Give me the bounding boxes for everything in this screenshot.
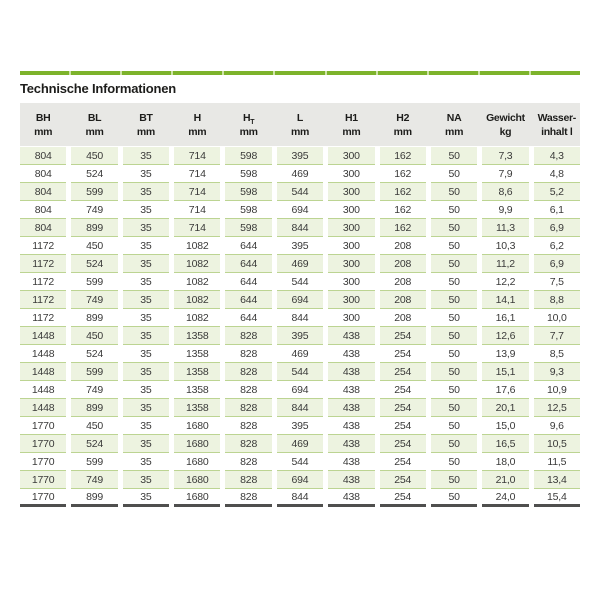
column-header-label: H [193, 111, 201, 124]
cell-gewicht: 20,1 [482, 399, 528, 417]
cell-gewicht: 17,6 [482, 381, 528, 399]
cell-l: 844 [277, 489, 323, 507]
cell-na: 50 [431, 435, 477, 453]
cell-na: 50 [431, 381, 477, 399]
accent-bar-segment [20, 71, 69, 75]
cell-ht: 644 [225, 291, 271, 309]
table-row [20, 381, 580, 399]
accent-bar-segment [173, 71, 222, 75]
cell-gewicht: 9,9 [482, 201, 528, 219]
cell-bl: 599 [71, 363, 117, 381]
cell-bt: 35 [123, 309, 169, 327]
cell-bt: 35 [123, 273, 169, 291]
cell-bl: 450 [71, 147, 117, 165]
cell-h: 714 [174, 165, 220, 183]
cell-h1: 300 [328, 255, 374, 273]
cell-wasserinhalt: 8,5 [534, 345, 580, 363]
cell-gewicht: 18,0 [482, 453, 528, 471]
cell-ht: 828 [225, 399, 271, 417]
cell-bl: 899 [71, 489, 117, 507]
cell-h1: 300 [328, 183, 374, 201]
cell-h1: 300 [328, 273, 374, 291]
cell-wasserinhalt: 7,5 [534, 273, 580, 291]
cell-bt: 35 [123, 183, 169, 201]
cell-h2: 208 [380, 237, 426, 255]
cell-bh: 1770 [20, 417, 66, 435]
cell-bt: 35 [123, 471, 169, 489]
cell-bh: 1770 [20, 435, 66, 453]
cell-ht: 598 [225, 183, 271, 201]
column-header-label: BL [87, 111, 102, 124]
column-header-h [174, 111, 220, 139]
column-header-unit: mm [34, 125, 53, 138]
cell-ht: 598 [225, 219, 271, 237]
cell-l: 694 [277, 381, 323, 399]
cell-wasserinhalt: 6,9 [534, 219, 580, 237]
cell-h1: 300 [328, 147, 374, 165]
table-row [20, 219, 580, 237]
column-header-label: H2 [396, 111, 410, 124]
cell-h: 714 [174, 147, 220, 165]
column-header-label: NA [446, 111, 462, 124]
cell-h2: 254 [380, 453, 426, 471]
cell-na: 50 [431, 273, 477, 291]
cell-na: 50 [431, 183, 477, 201]
table-row [20, 237, 580, 255]
cell-l: 694 [277, 291, 323, 309]
technical-info-section [20, 71, 580, 507]
table-row [20, 435, 580, 453]
column-header-bh [20, 111, 66, 139]
cell-h2: 208 [380, 309, 426, 327]
cell-wasserinhalt: 6,1 [534, 201, 580, 219]
cell-bh: 1172 [20, 273, 66, 291]
column-header-label: Gewicht [486, 111, 525, 124]
cell-h1: 438 [328, 363, 374, 381]
accent-bar-segment [378, 71, 427, 75]
cell-wasserinhalt: 11,5 [534, 453, 580, 471]
cell-h2: 254 [380, 471, 426, 489]
cell-ht: 828 [225, 435, 271, 453]
cell-h2: 254 [380, 489, 426, 507]
table-row [20, 471, 580, 489]
cell-h: 1358 [174, 381, 220, 399]
cell-bh: 1172 [20, 255, 66, 273]
column-header-h1 [328, 111, 374, 139]
table-row [20, 309, 580, 327]
cell-h: 1358 [174, 327, 220, 345]
column-header-unit: mm [342, 125, 361, 138]
cell-l: 694 [277, 471, 323, 489]
cell-bt: 35 [123, 399, 169, 417]
table-row [20, 327, 580, 345]
cell-gewicht: 15,1 [482, 363, 528, 381]
cell-h2: 162 [380, 147, 426, 165]
column-header-ht [225, 111, 271, 139]
cell-h1: 438 [328, 381, 374, 399]
accent-bar-segment [429, 71, 478, 75]
cell-h1: 438 [328, 399, 374, 417]
cell-h2: 208 [380, 273, 426, 291]
table-row [20, 291, 580, 309]
cell-wasserinhalt: 8,8 [534, 291, 580, 309]
cell-gewicht: 16,1 [482, 309, 528, 327]
cell-na: 50 [431, 291, 477, 309]
cell-h2: 254 [380, 345, 426, 363]
cell-h: 1358 [174, 345, 220, 363]
cell-h2: 254 [380, 417, 426, 435]
cell-na: 50 [431, 165, 477, 183]
cell-na: 50 [431, 345, 477, 363]
column-header-unit: mm [393, 125, 412, 138]
cell-l: 469 [277, 165, 323, 183]
cell-h1: 300 [328, 237, 374, 255]
cell-na: 50 [431, 399, 477, 417]
cell-ht: 598 [225, 147, 271, 165]
table-row [20, 147, 580, 165]
cell-wasserinhalt: 12,5 [534, 399, 580, 417]
column-header-label: $H_T$ [242, 111, 255, 126]
accent-bar-segment [327, 71, 376, 75]
cell-wasserinhalt: 13,4 [534, 471, 580, 489]
cell-l: 544 [277, 273, 323, 291]
cell-bt: 35 [123, 201, 169, 219]
technical-table [20, 103, 580, 507]
cell-l: 694 [277, 201, 323, 219]
cell-bt: 35 [123, 219, 169, 237]
cell-h1: 438 [328, 327, 374, 345]
cell-bh: 1770 [20, 471, 66, 489]
cell-h2: 162 [380, 219, 426, 237]
cell-h: 1358 [174, 399, 220, 417]
cell-bl: 899 [71, 219, 117, 237]
table-row [20, 399, 580, 417]
cell-bt: 35 [123, 165, 169, 183]
cell-gewicht: 13,9 [482, 345, 528, 363]
column-header-wasserinhalt [534, 111, 580, 139]
cell-bt: 35 [123, 327, 169, 345]
column-header-label: Wasser- [537, 111, 576, 124]
cell-h1: 300 [328, 165, 374, 183]
cell-ht: 598 [225, 201, 271, 219]
table-body [20, 147, 580, 507]
cell-bt: 35 [123, 255, 169, 273]
cell-na: 50 [431, 363, 477, 381]
accent-bar-segment [71, 71, 120, 75]
cell-na: 50 [431, 309, 477, 327]
cell-h1: 300 [328, 291, 374, 309]
column-header-h2 [380, 111, 426, 139]
cell-h1: 300 [328, 201, 374, 219]
cell-h1: 438 [328, 489, 374, 507]
cell-ht: 828 [225, 417, 271, 435]
cell-gewicht: 15,0 [482, 417, 528, 435]
cell-bl: 599 [71, 183, 117, 201]
cell-l: 544 [277, 363, 323, 381]
column-header-gewicht [482, 111, 528, 139]
cell-h2: 254 [380, 381, 426, 399]
cell-wasserinhalt: 15,4 [534, 489, 580, 507]
column-header-unit: mm [136, 125, 155, 138]
cell-na: 50 [431, 471, 477, 489]
cell-gewicht: 7,9 [482, 165, 528, 183]
table-row [20, 489, 580, 507]
cell-h1: 300 [328, 219, 374, 237]
cell-h: 1680 [174, 417, 220, 435]
cell-ht: 828 [225, 471, 271, 489]
cell-h2: 162 [380, 183, 426, 201]
cell-na: 50 [431, 453, 477, 471]
cell-gewicht: 8,6 [482, 183, 528, 201]
accent-bar-segment [531, 71, 580, 75]
cell-bh: 1448 [20, 381, 66, 399]
table-row [20, 363, 580, 381]
cell-h: 1082 [174, 237, 220, 255]
cell-wasserinhalt: 6,9 [534, 255, 580, 273]
cell-na: 50 [431, 327, 477, 345]
cell-gewicht: 21,0 [482, 471, 528, 489]
cell-bl: 599 [71, 273, 117, 291]
column-header-bt [123, 111, 169, 139]
cell-bt: 35 [123, 489, 169, 507]
cell-wasserinhalt: 4,8 [534, 165, 580, 183]
cell-l: 469 [277, 255, 323, 273]
cell-h: 1082 [174, 291, 220, 309]
column-header-unit: mm [188, 125, 207, 138]
cell-h: 1680 [174, 435, 220, 453]
cell-bt: 35 [123, 417, 169, 435]
table-row [20, 453, 580, 471]
table-header-row [20, 103, 580, 146]
table-row [20, 183, 580, 201]
cell-h: 1358 [174, 363, 220, 381]
cell-wasserinhalt: 4,3 [534, 147, 580, 165]
cell-h: 714 [174, 183, 220, 201]
cell-na: 50 [431, 255, 477, 273]
cell-na: 50 [431, 489, 477, 507]
cell-bl: 450 [71, 327, 117, 345]
cell-ht: 598 [225, 165, 271, 183]
cell-gewicht: 11,3 [482, 219, 528, 237]
cell-ht: 644 [225, 309, 271, 327]
column-header-na [431, 111, 477, 139]
table-row [20, 273, 580, 291]
cell-bt: 35 [123, 237, 169, 255]
cell-h: 1082 [174, 255, 220, 273]
cell-bl: 450 [71, 237, 117, 255]
accent-bar-segment [275, 71, 324, 75]
table-row [20, 345, 580, 363]
cell-bh: 804 [20, 165, 66, 183]
cell-gewicht: 12,2 [482, 273, 528, 291]
cell-h: 714 [174, 219, 220, 237]
column-header-label: L [296, 111, 304, 124]
cell-h2: 162 [380, 201, 426, 219]
cell-h1: 438 [328, 417, 374, 435]
cell-h1: 438 [328, 453, 374, 471]
cell-gewicht: 10,3 [482, 237, 528, 255]
cell-bl: 899 [71, 309, 117, 327]
cell-bh: 804 [20, 183, 66, 201]
cell-gewicht: 14,1 [482, 291, 528, 309]
column-header-unit: mm [445, 125, 464, 138]
cell-bt: 35 [123, 381, 169, 399]
cell-h1: 300 [328, 309, 374, 327]
cell-ht: 644 [225, 273, 271, 291]
cell-bh: 1448 [20, 363, 66, 381]
accent-bar [20, 71, 580, 75]
cell-bl: 749 [71, 201, 117, 219]
column-header-unit: mm [290, 125, 310, 138]
cell-bh: 1770 [20, 489, 66, 507]
cell-ht: 828 [225, 381, 271, 399]
cell-bt: 35 [123, 435, 169, 453]
cell-gewicht: 11,2 [482, 255, 528, 273]
cell-ht: 828 [225, 327, 271, 345]
table-row [20, 201, 580, 219]
cell-bh: 804 [20, 147, 66, 165]
cell-h2: 162 [380, 165, 426, 183]
cell-l: 395 [277, 147, 323, 165]
cell-bt: 35 [123, 291, 169, 309]
cell-ht: 644 [225, 237, 271, 255]
cell-wasserinhalt: 5,2 [534, 183, 580, 201]
cell-na: 50 [431, 219, 477, 237]
cell-bh: 1172 [20, 237, 66, 255]
cell-wasserinhalt: 9,6 [534, 417, 580, 435]
cell-na: 50 [431, 147, 477, 165]
cell-bl: 450 [71, 417, 117, 435]
cell-bh: 1172 [20, 309, 66, 327]
cell-wasserinhalt: 10,0 [534, 309, 580, 327]
column-header-unit: kg [499, 125, 512, 138]
cell-ht: 828 [225, 345, 271, 363]
cell-h2: 254 [380, 435, 426, 453]
column-header-label: BH [35, 111, 51, 124]
cell-h1: 438 [328, 435, 374, 453]
cell-gewicht: 12,6 [482, 327, 528, 345]
cell-gewicht: 24,0 [482, 489, 528, 507]
cell-h2: 254 [380, 363, 426, 381]
column-header-l [277, 111, 323, 139]
column-header-label: BT [139, 111, 153, 124]
column-header-unit: mm [85, 125, 104, 138]
cell-h2: 254 [380, 327, 426, 345]
column-header-unit: inhalt l [541, 125, 573, 138]
cell-l: 844 [277, 219, 323, 237]
cell-l: 469 [277, 345, 323, 363]
cell-gewicht: 7,3 [482, 147, 528, 165]
column-header-label: H1 [344, 111, 358, 124]
cell-bl: 749 [71, 381, 117, 399]
cell-bl: 749 [71, 471, 117, 489]
cell-ht: 644 [225, 255, 271, 273]
cell-bl: 749 [71, 291, 117, 309]
table-row [20, 165, 580, 183]
cell-bh: 1448 [20, 327, 66, 345]
accent-bar-segment [224, 71, 273, 75]
cell-bl: 524 [71, 255, 117, 273]
cell-bh: 804 [20, 219, 66, 237]
table-row [20, 255, 580, 273]
cell-bh: 1448 [20, 345, 66, 363]
cell-l: 844 [277, 399, 323, 417]
cell-bh: 1448 [20, 399, 66, 417]
cell-na: 50 [431, 201, 477, 219]
cell-bt: 35 [123, 363, 169, 381]
cell-na: 50 [431, 237, 477, 255]
cell-h: 1680 [174, 453, 220, 471]
accent-bar-segment [122, 71, 171, 75]
column-header-unit: mm [239, 125, 258, 138]
cell-bl: 524 [71, 165, 117, 183]
cell-h: 714 [174, 201, 220, 219]
cell-bh: 1770 [20, 453, 66, 471]
cell-h: 1680 [174, 471, 220, 489]
cell-h: 1680 [174, 489, 220, 507]
cell-bt: 35 [123, 345, 169, 363]
cell-wasserinhalt: 6,2 [534, 237, 580, 255]
cell-l: 469 [277, 435, 323, 453]
cell-h: 1082 [174, 273, 220, 291]
cell-bt: 35 [123, 147, 169, 165]
cell-h1: 438 [328, 345, 374, 363]
cell-h: 1082 [174, 309, 220, 327]
cell-bt: 35 [123, 453, 169, 471]
cell-l: 844 [277, 309, 323, 327]
cell-h2: 254 [380, 399, 426, 417]
cell-bl: 599 [71, 453, 117, 471]
page-title: Technische Informationen [20, 81, 177, 96]
cell-l: 395 [277, 417, 323, 435]
cell-gewicht: 16,5 [482, 435, 528, 453]
cell-ht: 828 [225, 363, 271, 381]
cell-l: 395 [277, 237, 323, 255]
cell-bl: 524 [71, 435, 117, 453]
accent-bar-segment [480, 71, 529, 75]
cell-l: 544 [277, 453, 323, 471]
table-row [20, 417, 580, 435]
cell-bl: 524 [71, 345, 117, 363]
cell-wasserinhalt: 10,5 [534, 435, 580, 453]
cell-bh: 1172 [20, 291, 66, 309]
column-header-bl [71, 111, 117, 139]
cell-na: 50 [431, 417, 477, 435]
cell-ht: 828 [225, 489, 271, 507]
cell-wasserinhalt: 10,9 [534, 381, 580, 399]
cell-l: 544 [277, 183, 323, 201]
cell-bh: 804 [20, 201, 66, 219]
cell-h2: 208 [380, 255, 426, 273]
cell-h2: 208 [380, 291, 426, 309]
cell-l: 395 [277, 327, 323, 345]
cell-wasserinhalt: 7,7 [534, 327, 580, 345]
cell-h1: 438 [328, 471, 374, 489]
cell-ht: 828 [225, 453, 271, 471]
cell-bl: 899 [71, 399, 117, 417]
cell-wasserinhalt: 9,3 [534, 363, 580, 381]
